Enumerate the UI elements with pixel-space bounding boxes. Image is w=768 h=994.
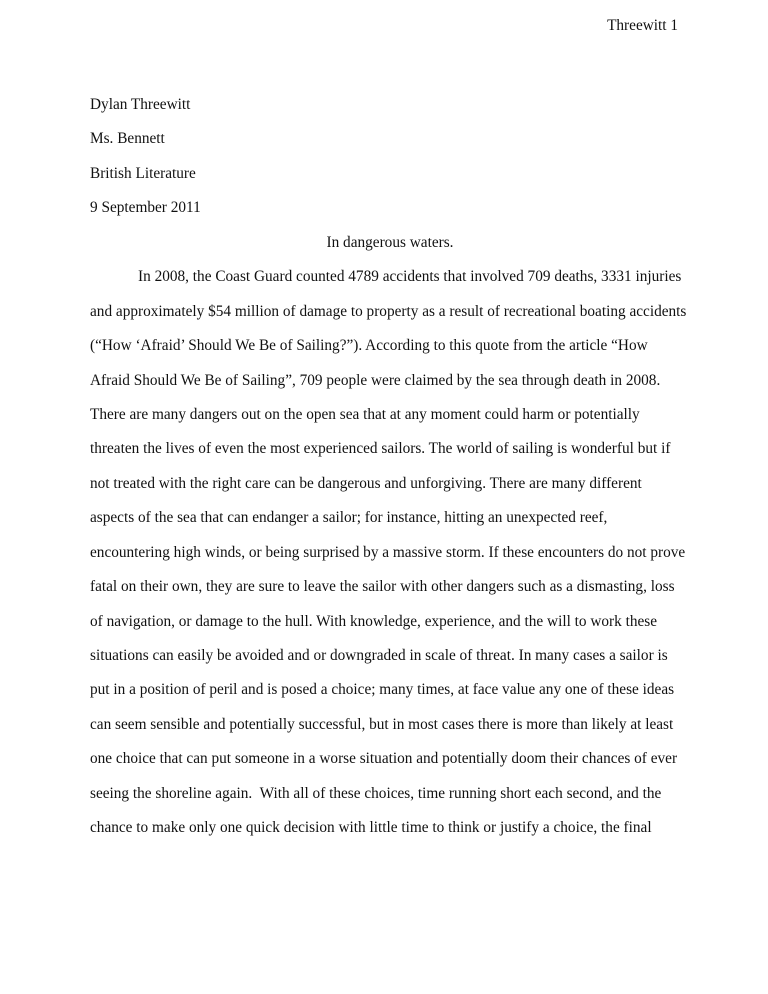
paragraph-line: put in a position of peril and is posed a choice; many times, at face value any one of these ideas xyxy=(90,681,675,699)
document-body xyxy=(90,96,690,854)
paragraph-line: situations can easily be avoided and or downgraded in scale of threat. In many cases a sailor is xyxy=(90,647,668,664)
paragraph-line: can seem sensible and potentially successful, but in most cases there is more than likely at least xyxy=(90,715,674,733)
course-name: British Literature xyxy=(90,164,196,182)
paragraph-line: chance to make only one quick decision with little time to think or justify a choice, the final xyxy=(90,819,652,837)
paragraph-line: encountering high winds, or being surprised by a massive storm. If these encounters do not prove xyxy=(90,543,686,561)
paragraph-line: Afraid Should We Be of Sailing”, 709 people were claimed by the sea through death in 2008. xyxy=(90,371,661,389)
paragraph-line: seeing the shoreline again. With all of these choices, time running short each second, and the xyxy=(90,784,662,802)
running-head: Threewitt 1 xyxy=(607,17,678,34)
instructor-name: Ms. Bennett xyxy=(90,130,165,148)
essay-date: 9 September 2011 xyxy=(90,199,201,217)
paragraph-line: and approximately $54 million of damage to property as a result of recreational boating accidents xyxy=(90,302,687,320)
paragraph-line: There are many dangers out on the open sea that at any moment could harm or potentially xyxy=(90,405,640,423)
paragraph-line: fatal on their own, they are sure to leave the sailor with other dangers such as a dismasting, loss xyxy=(90,578,675,596)
paragraph-line: not treated with the right care can be dangerous and unforgiving. There are many different xyxy=(90,474,642,492)
paragraph-line: one choice that can put someone in a worse situation and potentially doom their chances of ever xyxy=(90,750,678,768)
essay-title: In dangerous waters. xyxy=(326,233,454,251)
paragraph-line: In 2008, the Coast Guard counted 4789 accidents that involved 709 deaths, 3331 injuries xyxy=(138,268,682,286)
paragraph-line: threaten the lives of even the most experienced sailors. The world of sailing is wonderful but if xyxy=(90,440,671,458)
paragraph-line: aspects of the sea that can endanger a sailor; for instance, hitting an unexpected reef, xyxy=(90,509,608,527)
paragraph-line: of navigation, or damage to the hull. With knowledge, experience, and the will to work these xyxy=(90,612,658,630)
paragraph-line: (“How ‘Afraid’ Should We Be of Sailing?”). According to this quote from the article “How xyxy=(90,337,648,355)
student-name: Dylan Threewitt xyxy=(90,96,191,113)
